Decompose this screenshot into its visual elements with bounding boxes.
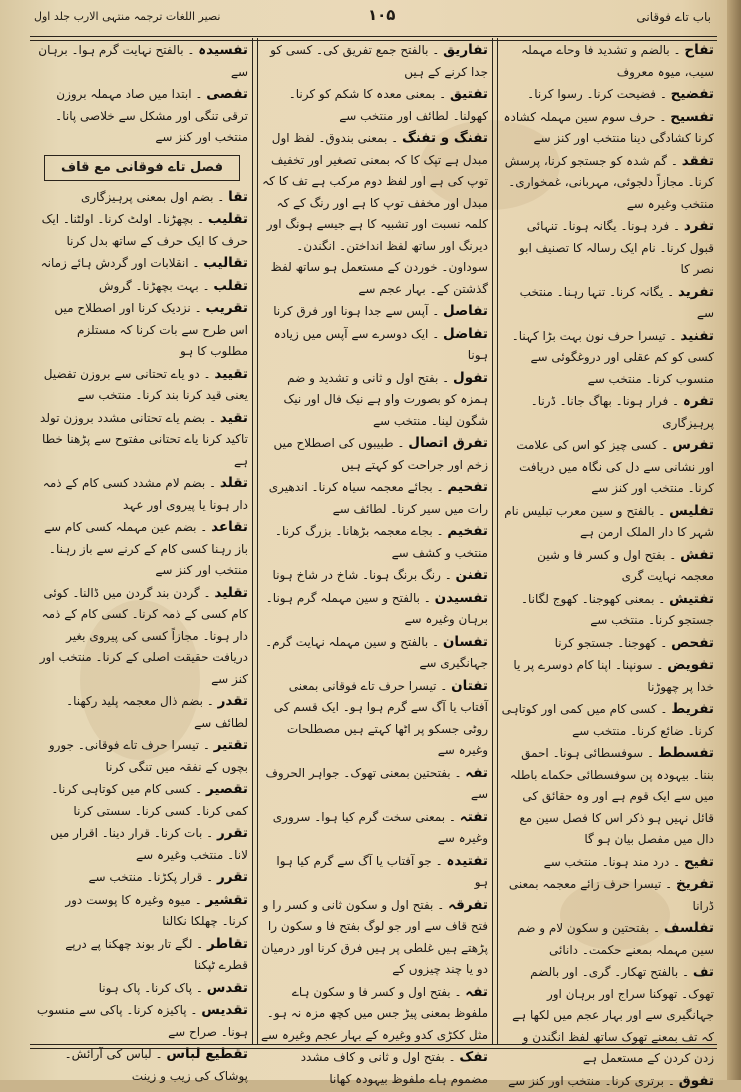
entry-definition: ایک دوسرے سے آپس میں زیادہ ہونا: [274, 327, 488, 363]
entry-headword: تفاصل: [443, 303, 488, 319]
entry-headword: تفریخ: [676, 876, 714, 892]
entry-definition: درد مند ہونا۔ منتخب سے: [544, 855, 670, 869]
entry-headword: تفیح: [684, 854, 714, 870]
entry-separator: ۔: [433, 480, 448, 494]
entry-headword: تفوق: [679, 1073, 714, 1089]
dictionary-entry: [260, 433, 488, 476]
entry-headword: تفنید: [680, 328, 714, 344]
entry-headword: تف: [693, 964, 714, 980]
entry-headword: تقرر: [217, 825, 248, 841]
entry-separator: ۔: [666, 329, 681, 343]
entry-headword: تفرقہ: [448, 897, 488, 913]
running-head-chapter: باب تاے فوقانی: [636, 10, 711, 24]
dictionary-entry: [260, 477, 488, 520]
entry-headword: تفاضل: [443, 326, 488, 342]
entry-headword: تقطیع لباس: [166, 1046, 248, 1062]
entry-definition: بالفتح و سین معرب تبلیس نام شہر کا دار الملک ارمن ہے: [504, 504, 714, 540]
entry-definition: لگے تار بوند چھکنا پے درپے قطرے ٹپکنا: [65, 937, 248, 973]
entry-definition: بفتح اول و ثانی و کاف مشدد مضموم ہاے ملفوظ بیہودہ کھانا: [301, 1050, 488, 1086]
entry-separator: ۔: [200, 586, 215, 600]
entry-headword: تقالیب: [203, 255, 248, 271]
entry-definition: بضم ذال معجمہ پلید رکھنا۔ لطائف سے: [66, 694, 248, 730]
entry-headword: تفحیم: [447, 479, 488, 495]
dictionary-entry: [500, 435, 714, 500]
entry-headword: تفرق اتصال: [408, 435, 488, 451]
dictionary-entry: [260, 676, 488, 762]
dictionary-entry: [260, 807, 488, 850]
entry-separator: ۔: [191, 782, 206, 796]
entry-headword: تفسیح: [670, 109, 714, 125]
entry-definition: جو آفتاب یا آگ سے گرم کیا ہوا ہو: [276, 854, 488, 890]
entry-definition: بفتحتین بمعنی تھوک۔ جواہر الحروف سے: [265, 766, 488, 802]
entry-definition: کسی چیز کو اس کی علامت اور نشانی سے دل کی نگاہ میں دریافت کرنا۔ منتخب اور کنز سے: [516, 438, 714, 495]
entry-definition: بمعنی معدہ کا شکم کو کرنا۔ کھولنا۔ لطائف اور منتخب سے: [289, 87, 488, 123]
entry-separator: ۔: [189, 256, 204, 270]
page-number: ۱۰۵: [368, 6, 395, 24]
dictionary-entry: [36, 517, 248, 582]
entry-separator: ۔: [213, 190, 228, 204]
entry-headword: تفرہ: [683, 393, 714, 409]
entry-definition: میوہ وغیرہ کا پوست دور کرنا۔ چھلکا نکالنا: [65, 893, 248, 929]
dictionary-entry: [260, 324, 488, 367]
entry-headword: تقرر: [217, 869, 248, 885]
entry-separator: ۔: [643, 746, 658, 760]
entry-headword: تقدس: [207, 980, 248, 996]
dictionary-entry: [260, 1047, 488, 1090]
entry-definition: بالفتح و سین مہملہ گرم ہونا۔ برہان وغیرہ سے: [266, 591, 488, 627]
entry-headword: تفنگ و تفنگ: [402, 130, 488, 146]
dictionary-entry: [36, 890, 248, 933]
entry-headword: تقدر: [218, 693, 248, 709]
entry-headword: تقتیر: [214, 737, 248, 753]
entry-headword: تفہ: [465, 765, 488, 781]
entry-separator: ۔: [203, 694, 218, 708]
entry-definition: بفتح اول و سکون ثانی و کسر را و فتح قاف سے اور جو لوگ بفتح فا و سکون را پڑھتے ہیں غلطی پر ہیں فرق کرنا اور درمیان دو یا چند چیزوں کے: [261, 898, 488, 977]
entry-definition: بالفتح و سین مہملہ نہایت گرم۔ جہانگیری سے: [265, 635, 488, 671]
entry-definition: سونپنا۔ اپنا کام دوسرے پر یا خدا پر چھوڑنا: [513, 658, 714, 694]
entry-definition: بمعنی کھوجنا۔ کھوج لگانا۔ جستجو کرنا۔ منتخب سے: [521, 592, 714, 628]
entry-separator: ۔: [436, 679, 451, 693]
entry-separator: ۔: [428, 327, 443, 341]
entry-definition: بالضم و تشدید فا وحاے مہملہ سیب، میوہ معروف: [521, 43, 714, 79]
entry-separator: ۔: [191, 893, 206, 907]
entry-separator: ۔: [387, 131, 402, 145]
entry-definition: نزدیک کرنا اور اصطلاح میں اس طرح سے بات کرنا کہ مستلزم مطلوب کا ہو: [54, 301, 248, 358]
entry-definition: انقلابات اور گردش ہائے زمانہ: [41, 256, 189, 270]
dictionary-entry: [500, 699, 714, 742]
dictionary-entry: [500, 743, 714, 851]
dictionary-entry: [36, 298, 248, 363]
entry-separator: ۔: [435, 87, 450, 101]
entry-separator: ۔: [196, 520, 211, 534]
dictionary-entry: [500, 655, 714, 698]
entry-definition: بالفتح جمع تفریق کی۔ کسی کو جدا کرنے کے ہیں: [270, 43, 488, 79]
dictionary-entry: [500, 874, 714, 917]
entry-definition: ابتدا میں صاد مہملہ بروزن ترقی تنگی اور مشکل سے خلاصی پانا۔ منتخب اور کنز سے: [55, 87, 248, 144]
dictionary-entry: [36, 1044, 248, 1087]
entry-separator: ۔: [428, 43, 443, 57]
dictionary-entry: [36, 473, 248, 516]
dictionary-entry: [500, 1071, 714, 1092]
entry-headword: تقلیب: [208, 211, 248, 227]
dictionary-entry: [260, 521, 488, 564]
entry-definition: بات کرنا۔ قرار دینا۔ اقرار میں لانا۔ منتخب وغیرہ سے: [50, 826, 248, 862]
entry-definition: یگانہ کرنا۔ تنہا رہنا۔ منتخب سے: [520, 285, 714, 321]
entry-separator: ۔: [451, 766, 466, 780]
entry-headword: تفرد: [684, 218, 714, 234]
entry-headword: تفول: [453, 370, 488, 386]
entry-headword: تفسان: [443, 634, 488, 650]
entry-headword: تقلب: [213, 278, 248, 294]
entry-definition: بفتح اول و کسر فا و شین معجمہ نہایت گری: [537, 548, 714, 584]
entry-headword: تفسطط: [658, 745, 714, 761]
entry-separator: ۔: [394, 436, 409, 450]
entry-definition: قرار پکڑنا۔ منتخب سے: [89, 870, 203, 884]
entry-separator: ۔: [428, 304, 443, 318]
dictionary-entry: [260, 565, 488, 587]
entry-headword: تفویض: [667, 657, 714, 673]
entry-separator: ۔: [654, 504, 669, 518]
entry-separator: ۔: [451, 985, 466, 999]
entry-headword: تفحص: [671, 635, 714, 651]
entry-separator: ۔: [187, 1003, 202, 1017]
entry-separator: ۔: [199, 738, 214, 752]
dictionary-entry: [500, 852, 714, 874]
entry-headword: تقلد: [220, 475, 248, 491]
entry-definition: برتری کرنا۔ منتخب اور کنز سے: [508, 1074, 664, 1088]
dictionary-entry: [36, 779, 248, 822]
entry-separator: ۔: [678, 965, 693, 979]
entry-headword: تقاعد: [211, 519, 248, 535]
entry-definition: بمعنی بندوق۔ لفظ اول مبدل ہے تپک کا کہ بمعنی تصغیر اور تخفیف توپ کی ہے اور لفظ دوم مرکب ہے تف کا کہ مبدل اور مخفف توپ کا ہے اور رنگ کے کہ کلمہ نسبت اور تشبیہ کا ہے جیسے ہونگ اور دیرنگ اور ساتھ لفظ انداختن۔ انگندن۔ سوداون۔ خوردن کے مستعمل ہو ساتھ لفظ گذشتن کے۔ بہار عجم سے: [262, 131, 488, 296]
entry-definition: بمعنی سخت گرم کیا ہوا۔ سروری وغیرہ سے: [273, 810, 488, 846]
column-left-entries: [36, 187, 248, 1088]
entry-separator: ۔: [202, 826, 217, 840]
column-right: [500, 40, 714, 1040]
entry-definition: فرار ہونا۔ بھاگ جانا۔ ڈرنا۔ پرہیزگاری: [531, 394, 714, 430]
dictionary-entry: [500, 545, 714, 588]
entry-separator: ۔: [191, 301, 206, 315]
entry-headword: تفہ: [465, 984, 488, 1000]
column-left-top-entries: [36, 40, 248, 149]
entry-headword: تفسیدہ: [198, 42, 248, 58]
dictionary-entry: [260, 368, 488, 433]
dictionary-entry: [36, 84, 248, 149]
entry-definition: گم شدہ کو جستجو کرنا، پرسش کرنا۔ مجازاً دلجوئی، مہربانی، غمخواری۔ منتخب وغیرہ سے: [505, 154, 714, 211]
entry-headword: تفتیش: [669, 591, 714, 607]
entry-separator: ۔: [658, 438, 673, 452]
dictionary-entry: [260, 632, 488, 675]
entry-headword: تقصیر: [206, 781, 248, 797]
dictionary-entry: [500, 326, 714, 391]
entry-definition: رنگ برنگ ہونا۔ شاخ در شاخ ہونا: [273, 568, 441, 582]
entry-headword: تقشیر: [206, 892, 248, 908]
entry-separator: ۔: [420, 591, 435, 605]
section-heading: فصل تاے فوقانی مع قاف: [44, 155, 240, 181]
entry-definition: طبیبوں کی اصطلاح میں زخم اور جراحت کو کہتے ہیں: [274, 436, 488, 472]
dictionary-entry: [36, 691, 248, 734]
dictionary-entry: [36, 978, 248, 1000]
dictionary-entry: [36, 209, 248, 252]
entry-separator: ۔: [192, 87, 207, 101]
entry-separator: ۔: [654, 592, 669, 606]
entry-definition: بفتح اول و کسر فا و سکون ہاے ملفوظ بمعنی پیڑ جس میں کچھ مزہ نہ ہو۔ مثل ککڑی کدو وغیرہ کے بہار عجم وغیرہ سے: [261, 985, 488, 1042]
entry-separator: ۔: [441, 568, 456, 582]
entry-separator: ۔: [663, 285, 678, 299]
entry-separator: ۔: [665, 548, 680, 562]
entry-separator: ۔: [205, 476, 220, 490]
entry-headword: تفتہ: [460, 809, 488, 825]
dictionary-entry: [260, 588, 488, 631]
entry-separator: ۔: [432, 854, 447, 868]
entry-definition: پاک کرنا۔ پاک ہونا: [99, 981, 193, 995]
entry-definition: فضیحت کرنا۔ رسوا کرنا۔: [527, 87, 656, 101]
entry-headword: تفقد: [682, 153, 714, 169]
dictionary-entry: [36, 934, 248, 977]
entry-separator: ۔: [152, 1047, 167, 1061]
entry-separator: ۔: [193, 212, 208, 226]
entry-separator: ۔: [653, 658, 668, 672]
entry-definition: پاکیزہ کرنا۔ پاکی سے منسوب ہونا۔ صراح سے: [37, 1003, 248, 1039]
dictionary-entry: [36, 408, 248, 473]
footer-rule: [30, 1044, 717, 1049]
entry-separator: ۔: [664, 1074, 679, 1088]
entry-separator: ۔: [199, 279, 214, 293]
entry-definition: بالفتح نہایت گرم ہوا۔ برہان سے: [38, 43, 248, 79]
entry-separator: ۔: [669, 855, 684, 869]
entry-separator: ۔: [649, 921, 664, 935]
entry-definition: بضم لام مشدد کسی کام کے ذمہ دار ہونا یا پیروی اور عہد: [43, 476, 248, 512]
dictionary-entry: [36, 583, 248, 691]
dictionary-entry: [260, 84, 488, 127]
entry-definition: دو یاے تحتانی سے بروزن تفضیل یعنی قید کرنا بند کرنا۔ منتخب سے: [44, 367, 248, 403]
entry-definition: بضم اول بمعنی پرہیزگاری: [81, 190, 214, 204]
entry-headword: تفسیدن: [435, 590, 488, 606]
entry-definition: گردن بند گردن میں ڈالنا۔ کوئی کام کسی کے ذمہ کرنا۔ کسی کام کے ذمہ دار ہونا۔ مجازاً کسی کی پیروی بغیر دریافت حقیقت اصلی کے کرنا۔ منتخب اور کنز سے: [40, 586, 248, 686]
entry-separator: ۔: [656, 636, 671, 650]
dictionary-entry: [500, 216, 714, 281]
entry-headword: تقیید: [214, 366, 248, 382]
dictionary-entry: [500, 151, 714, 216]
entry-definition: بالفتح تھکار۔ گری۔ اور بالضم تھوک۔ تھوکنا سراج اور برہان اور جہانگیری سے اور بہار عجم میں لکھا ہے کہ تف بمعنے تھوک ساتھ لفظ انگندن و زدن کردن کے مستعمل ہے: [512, 965, 714, 1065]
column-left: [36, 40, 248, 1040]
entry-separator: ۔: [670, 43, 685, 57]
entry-headword: تفاح: [684, 42, 714, 58]
dictionary-entry: [260, 851, 488, 894]
dictionary-entry: [36, 867, 248, 889]
dictionary-entry: [260, 763, 488, 806]
entry-headword: تفرس: [672, 437, 714, 453]
entry-separator: ۔: [200, 367, 215, 381]
entry-headword: تقریب: [205, 300, 248, 316]
dictionary-entry: [260, 895, 488, 981]
entry-separator: ۔: [668, 394, 683, 408]
book-binding-edge: [727, 0, 741, 1080]
running-head-book: نصیر اللغات ترجمہ منتہی الارب جلد اول: [34, 10, 220, 23]
entry-separator: ۔: [192, 937, 207, 951]
entry-definition: بجائے معجمہ سیاہ کرنا۔ اندھیری رات میں سیر کرنا۔ لطائف سے: [269, 480, 488, 516]
dictionary-entry: [36, 735, 248, 778]
entry-headword: تقلید: [214, 585, 248, 601]
entry-headword: تفتان: [451, 678, 488, 694]
entry-separator: ۔: [184, 43, 199, 57]
entry-separator: ۔: [433, 524, 448, 538]
entry-separator: ۔: [445, 1050, 460, 1064]
entry-definition: کھوجنا۔ جستجو کرنا: [555, 636, 657, 650]
entry-separator: ۔: [438, 371, 453, 385]
entry-definition: لباس کی آرائش۔ پوشاک کی زیب و زینت: [65, 1047, 248, 1083]
entry-separator: ۔: [205, 411, 220, 425]
dictionary-entry: [500, 107, 714, 150]
entry-headword: تفلیس: [669, 503, 714, 519]
entry-separator: ۔: [656, 110, 671, 124]
entry-separator: ۔: [667, 154, 682, 168]
entry-definition: کسی کام میں کمی اور کوتاہی کرنا۔ ضائع کرنا۔ منتخب سے: [502, 702, 714, 738]
entry-separator: ۔: [192, 981, 207, 995]
entry-separator: ۔: [202, 870, 217, 884]
dictionary-entry: [260, 40, 488, 83]
dictionary-entry: [260, 982, 488, 1047]
entry-headword: تفش: [680, 547, 714, 563]
entry-definition: بہت بچھڑنا۔ گروش: [99, 279, 199, 293]
dictionary-entry: [36, 187, 248, 209]
entry-headword: تقدیس: [201, 1002, 248, 1018]
entry-headword: تفرید: [678, 284, 714, 300]
entry-headword: تفتیدہ: [446, 853, 488, 869]
entry-separator: ۔: [445, 810, 460, 824]
dictionary-entry: [36, 253, 248, 275]
entry-separator: ۔: [669, 219, 684, 233]
entry-headword: تفخیم: [447, 523, 488, 539]
entry-headword: تقا: [228, 189, 248, 205]
dictionary-entry: [36, 823, 248, 866]
dictionary-entry: [36, 40, 248, 83]
entry-definition: بضم یاے تحتانی مشدد بروزن تولد تاکید کرنا یاے تحتانی مفتوح سے پڑھنا خطا ہے: [40, 411, 248, 468]
entry-headword: تفریط: [671, 701, 714, 717]
entry-definition: تیسرا حرف تاے فوقانی بمعنی آفتاب یا آگ سے گرم ہوا ہو۔ ایک قسم کی روٹی جسکو پر اٹھا کہتے ہیں مصطلحات وغیرہ سے: [274, 679, 488, 758]
entry-separator: ۔: [661, 877, 676, 891]
dictionary-entry: [36, 276, 248, 298]
entry-headword: تقید: [220, 410, 248, 426]
entry-definition: بفتحتین و سکون لام و ضم سین مہملہ بمعنے حکمت۔ دانائی: [517, 921, 714, 957]
column-divider-right: [492, 38, 498, 1044]
dictionary-entry: [500, 918, 714, 961]
entry-headword: تفنن: [456, 567, 488, 583]
dictionary-entry: [500, 391, 714, 434]
entry-headword: تفضیح: [671, 86, 714, 102]
entry-headword: تقاطر: [207, 936, 248, 952]
entry-definition: بضم عین مہملہ کسی کام سے باز رہنا کسی کام کے کرنے سے باز رہنا۔ منتخب اور کنز سے: [44, 520, 248, 577]
dictionary-entry: [500, 633, 714, 655]
entry-definition: بفتح اول و ثانی و تشدید و ضم ہمزہ کو بصورت واو ہے نیک فال اور نیک شگون لینا۔ منتخب سے: [283, 371, 488, 428]
dictionary-entry: [260, 301, 488, 323]
column-middle: [260, 40, 488, 1040]
entry-headword: تفصی: [206, 86, 248, 102]
entry-definition: تیسرا حرف نون بہت بڑا کہنا۔ کسی کو کم عقلی اور دروغگوئی سے منسوب کرنا۔ منتخب سے: [512, 329, 714, 386]
column-divider-left: [252, 38, 258, 1044]
entry-definition: آپس سے جدا ہونا اور فرق کرنا: [273, 304, 428, 318]
entry-definition: بچھڑنا۔ اولٹ کرنا۔ اولٹنا۔ ایک حرف کا ایک حرف کے ساتھ بدل کرنا: [42, 212, 248, 248]
entry-separator: ۔: [433, 898, 448, 912]
dictionary-entry: [36, 1000, 248, 1043]
dictionary-entry: [260, 128, 488, 300]
entry-headword: تفاریق: [443, 42, 488, 58]
entry-definition: تیسرا حرف زائے معجمہ بمعنی ڈرانا: [509, 877, 714, 913]
entry-definition: تیسرا حرف تاے فوقانی۔ جورو بچوں کے نفقہ میں تنگی کرنا: [49, 738, 248, 774]
dictionary-entry: [36, 364, 248, 407]
entry-definition: حرف سوم سین مہملہ کشادہ کرنا کشادگی دینا منتخب اور کنز سے: [503, 110, 714, 146]
dictionary-entry: [500, 282, 714, 325]
entry-headword: تفلسف: [664, 920, 714, 936]
dictionary-entry: [500, 589, 714, 632]
dictionary-entry: [500, 40, 714, 83]
entry-separator: ۔: [656, 87, 671, 101]
entry-definition: کسی کام میں کوتاہی کرنا۔ کمی کرنا۔ کسی کرنا۔ سستی کرنا: [51, 782, 248, 818]
entry-headword: تفتیق: [450, 86, 488, 102]
entry-definition: سوفسطائی ہونا۔ احمق بننا۔ بیہودہ پن سوفسطائی حکماے باطلہ میں سے ایک قوم ہے اور وہ حقائق کی قائل نہیں ہو ذکر اس کا فصل سین مع دال میں مفصل بیان ہو گا: [510, 746, 714, 846]
dictionary-entry: [500, 501, 714, 544]
entry-headword: تفک: [459, 1049, 488, 1065]
entry-separator: ۔: [657, 702, 672, 716]
entry-separator: ۔: [428, 635, 443, 649]
entry-definition: بجاے معجمہ بڑھانا۔ بزرگ کرنا۔ منتخب و کشف سے: [275, 524, 488, 560]
entry-definition: فرد ہونا۔ یگانہ ہونا۔ تنہائی قبول کرنا۔ نام ایک رسالہ کا تصنیف ابو نصر کا: [519, 219, 714, 276]
dictionary-entry: [500, 962, 714, 1070]
page-header: [28, 6, 717, 34]
dictionary-entry: [500, 84, 714, 106]
